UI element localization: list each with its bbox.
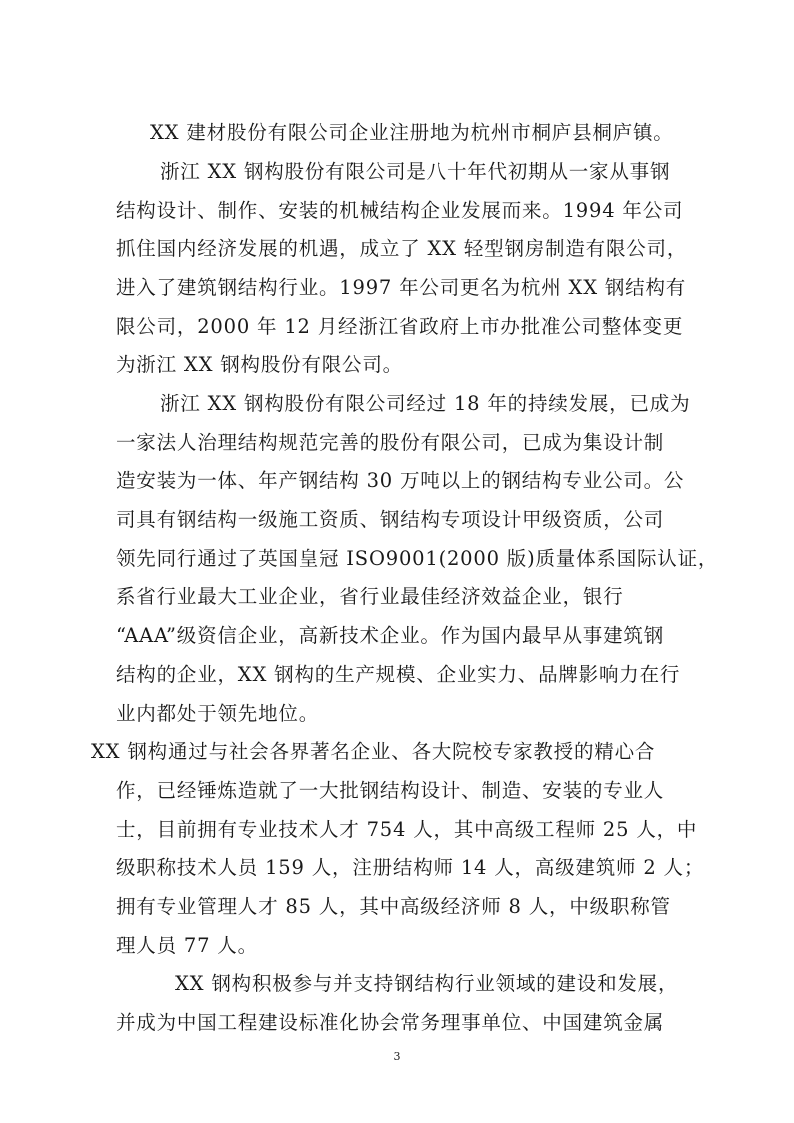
paragraph-line: XX 钢构积极参与并支持钢结构行业领域的建设和发展， [175, 972, 679, 995]
paragraph-line: 结构设计、制作、安装的机械结构企业发展而来。1994 年公司 [116, 199, 684, 222]
paragraph-line: XX 钢构通过与社会各界著名企业、各大院校专家教授的精心合 [91, 740, 656, 763]
paragraph-line: XX 建材股份有限公司企业注册地为杭州市桐庐县桐庐镇。 [150, 121, 674, 144]
paragraph-line: 领先同行通过了英国皇冠 ISO9001(2000 版)质量体系国际认证， [116, 547, 719, 570]
paragraph-line: 造安装为一体、年产钢结构 30 万吨以上的钢结构专业公司。公 [116, 469, 685, 492]
paragraph-line: 司具有钢结构一级施工资质、钢结构专项设计甲级资质，公司 [116, 508, 665, 531]
paragraph-line: 限公司，2000 年 12 月经浙江省政府上市办批准公司整体变更 [116, 315, 684, 338]
paragraph-line: 一家法人治理结构规范完善的股份有限公司，已成为集设计制 [116, 431, 665, 454]
paragraph-line: 浙江 XX 钢构股份有限公司经过 18 年的持续发展，已成为 [160, 392, 691, 415]
paragraph-line: 士，目前拥有专业技术人才 754 人，其中高级工程师 25 人，中 [116, 818, 698, 841]
paragraph-line: 系省行业最大工业企业，省行业最佳经济效益企业，银行 [116, 585, 624, 608]
paragraph-line: “AAA”级资信企业，高新技术企业。作为国内最早从事建筑钢 [116, 624, 665, 647]
paragraph-line: 业内都处于领先地位。 [116, 702, 320, 725]
paragraph-line: 进入了建筑钢结构行业。1997 年公司更名为杭州 XX 钢结构有 [116, 276, 687, 299]
paragraph-line: 结构的企业，XX 钢构的生产规模、企业实力、品牌影响力在行 [116, 663, 681, 686]
paragraph-line: 抓住国内经济发展的机遇，成立了 XX 轻型钢房制造有限公司， [116, 237, 688, 260]
paragraph-line: 并成为中国工程建设标准化协会常务理事单位、中国建筑金属 [116, 1011, 665, 1034]
paragraph-line: 级职称技术人员 159 人，注册结构师 14 人，高级建筑师 2 人； [116, 856, 705, 879]
paragraph-line: 为浙江 XX 钢构股份有限公司。 [116, 353, 403, 376]
paragraph-line: 作，已经锤炼造就了一大批钢结构设计、制造、安装的专业人 [116, 779, 665, 802]
page-number: 3 [393, 1050, 401, 1063]
paragraph-line: 拥有专业管理人才 85 人，其中高级经济师 8 人，中级职称管 [116, 895, 671, 918]
paragraph-line: 浙江 XX 钢构股份有限公司是八十年代初期从一家从事钢 [160, 160, 671, 183]
paragraph-line: 理人员 77 人。 [116, 934, 258, 957]
